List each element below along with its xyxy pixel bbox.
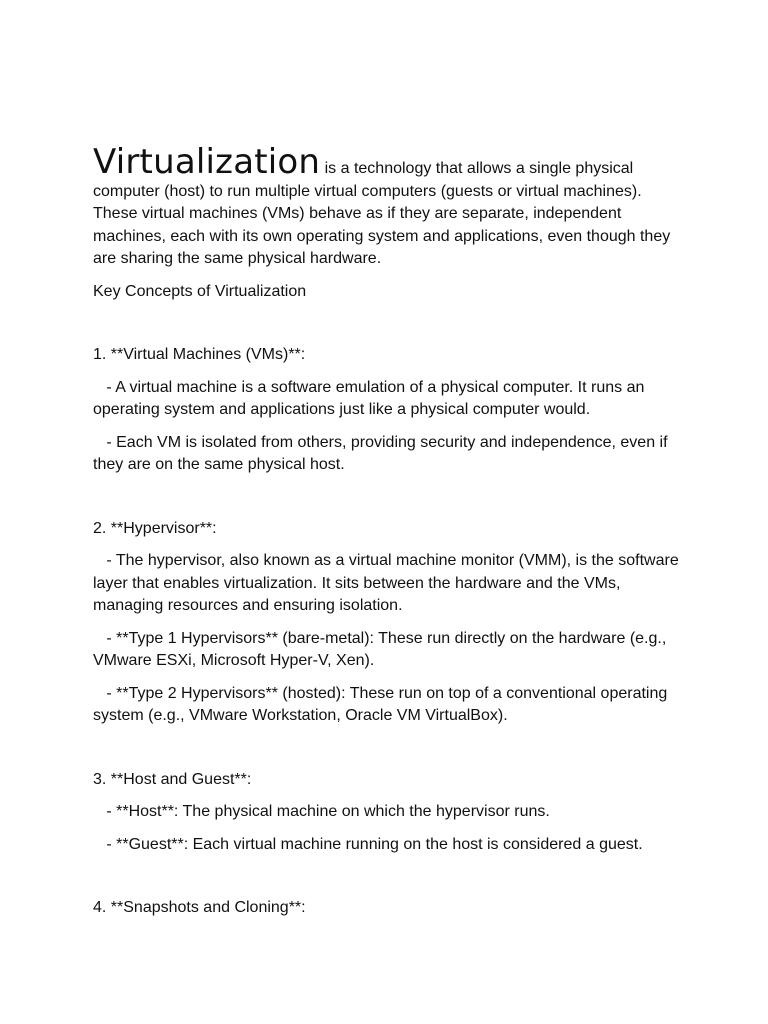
section-line: - **Guest**: Each virtual machine running on the host is considered a guest. <box>93 835 643 853</box>
section-line: - A virtual machine is a software emulation of a physical computer. It runs an operating system and applications just like a physical computer would. <box>93 378 649 418</box>
intro-paragraph <box>93 142 683 271</box>
section-heading: 1. **Virtual Machines (VMs)**: <box>93 346 306 363</box>
spacer <box>93 866 683 897</box>
section-heading: 2. **Hypervisor**: <box>93 519 217 537</box>
section-line: - Each VM is isolated from others, providing security and independence, even if they are on the same physical host. <box>93 433 672 473</box>
section-line: - **Type 1 Hypervisors** (bare-metal): These run directly on the hardware (e.g., VMware ESXi, Microsoft Hyper-V, Xen). <box>93 629 671 669</box>
document-page <box>93 142 684 930</box>
document-title: Virtualization <box>93 142 321 182</box>
key-concepts-heading: Key Concepts of Virtualization <box>93 282 307 300</box>
spacer <box>93 313 683 344</box>
spacer <box>93 738 683 769</box>
section-heading: 3. **Host and Guest**: <box>93 770 252 788</box>
section-heading: 4. **Snapshots and Cloning**: <box>93 899 306 916</box>
section-line: - **Host**: The physical machine on which the hypervisor runs. <box>93 803 550 820</box>
section-line: - The hypervisor, also known as a virtual machine monitor (VMM), is the software layer that enables virtualization. It sits between the hardware and the VMs, managing resources and ensuring isolation. <box>93 552 684 614</box>
intro-text: is a technology that allows a single physical computer (host) to run multiple virtual computers (guests or virtual machines). These virtual machines (VMs) behave as if they are separate, independent machines, each with its own operating system and applications, even though they are sharing the same physical hardware. <box>93 160 671 267</box>
spacer <box>93 487 683 518</box>
section-line: - **Type 2 Hypervisors** (hosted): These run on top of a conventional operating system (e.g., VMware Workstation, Oracle VM VirtualBox). <box>93 684 672 724</box>
